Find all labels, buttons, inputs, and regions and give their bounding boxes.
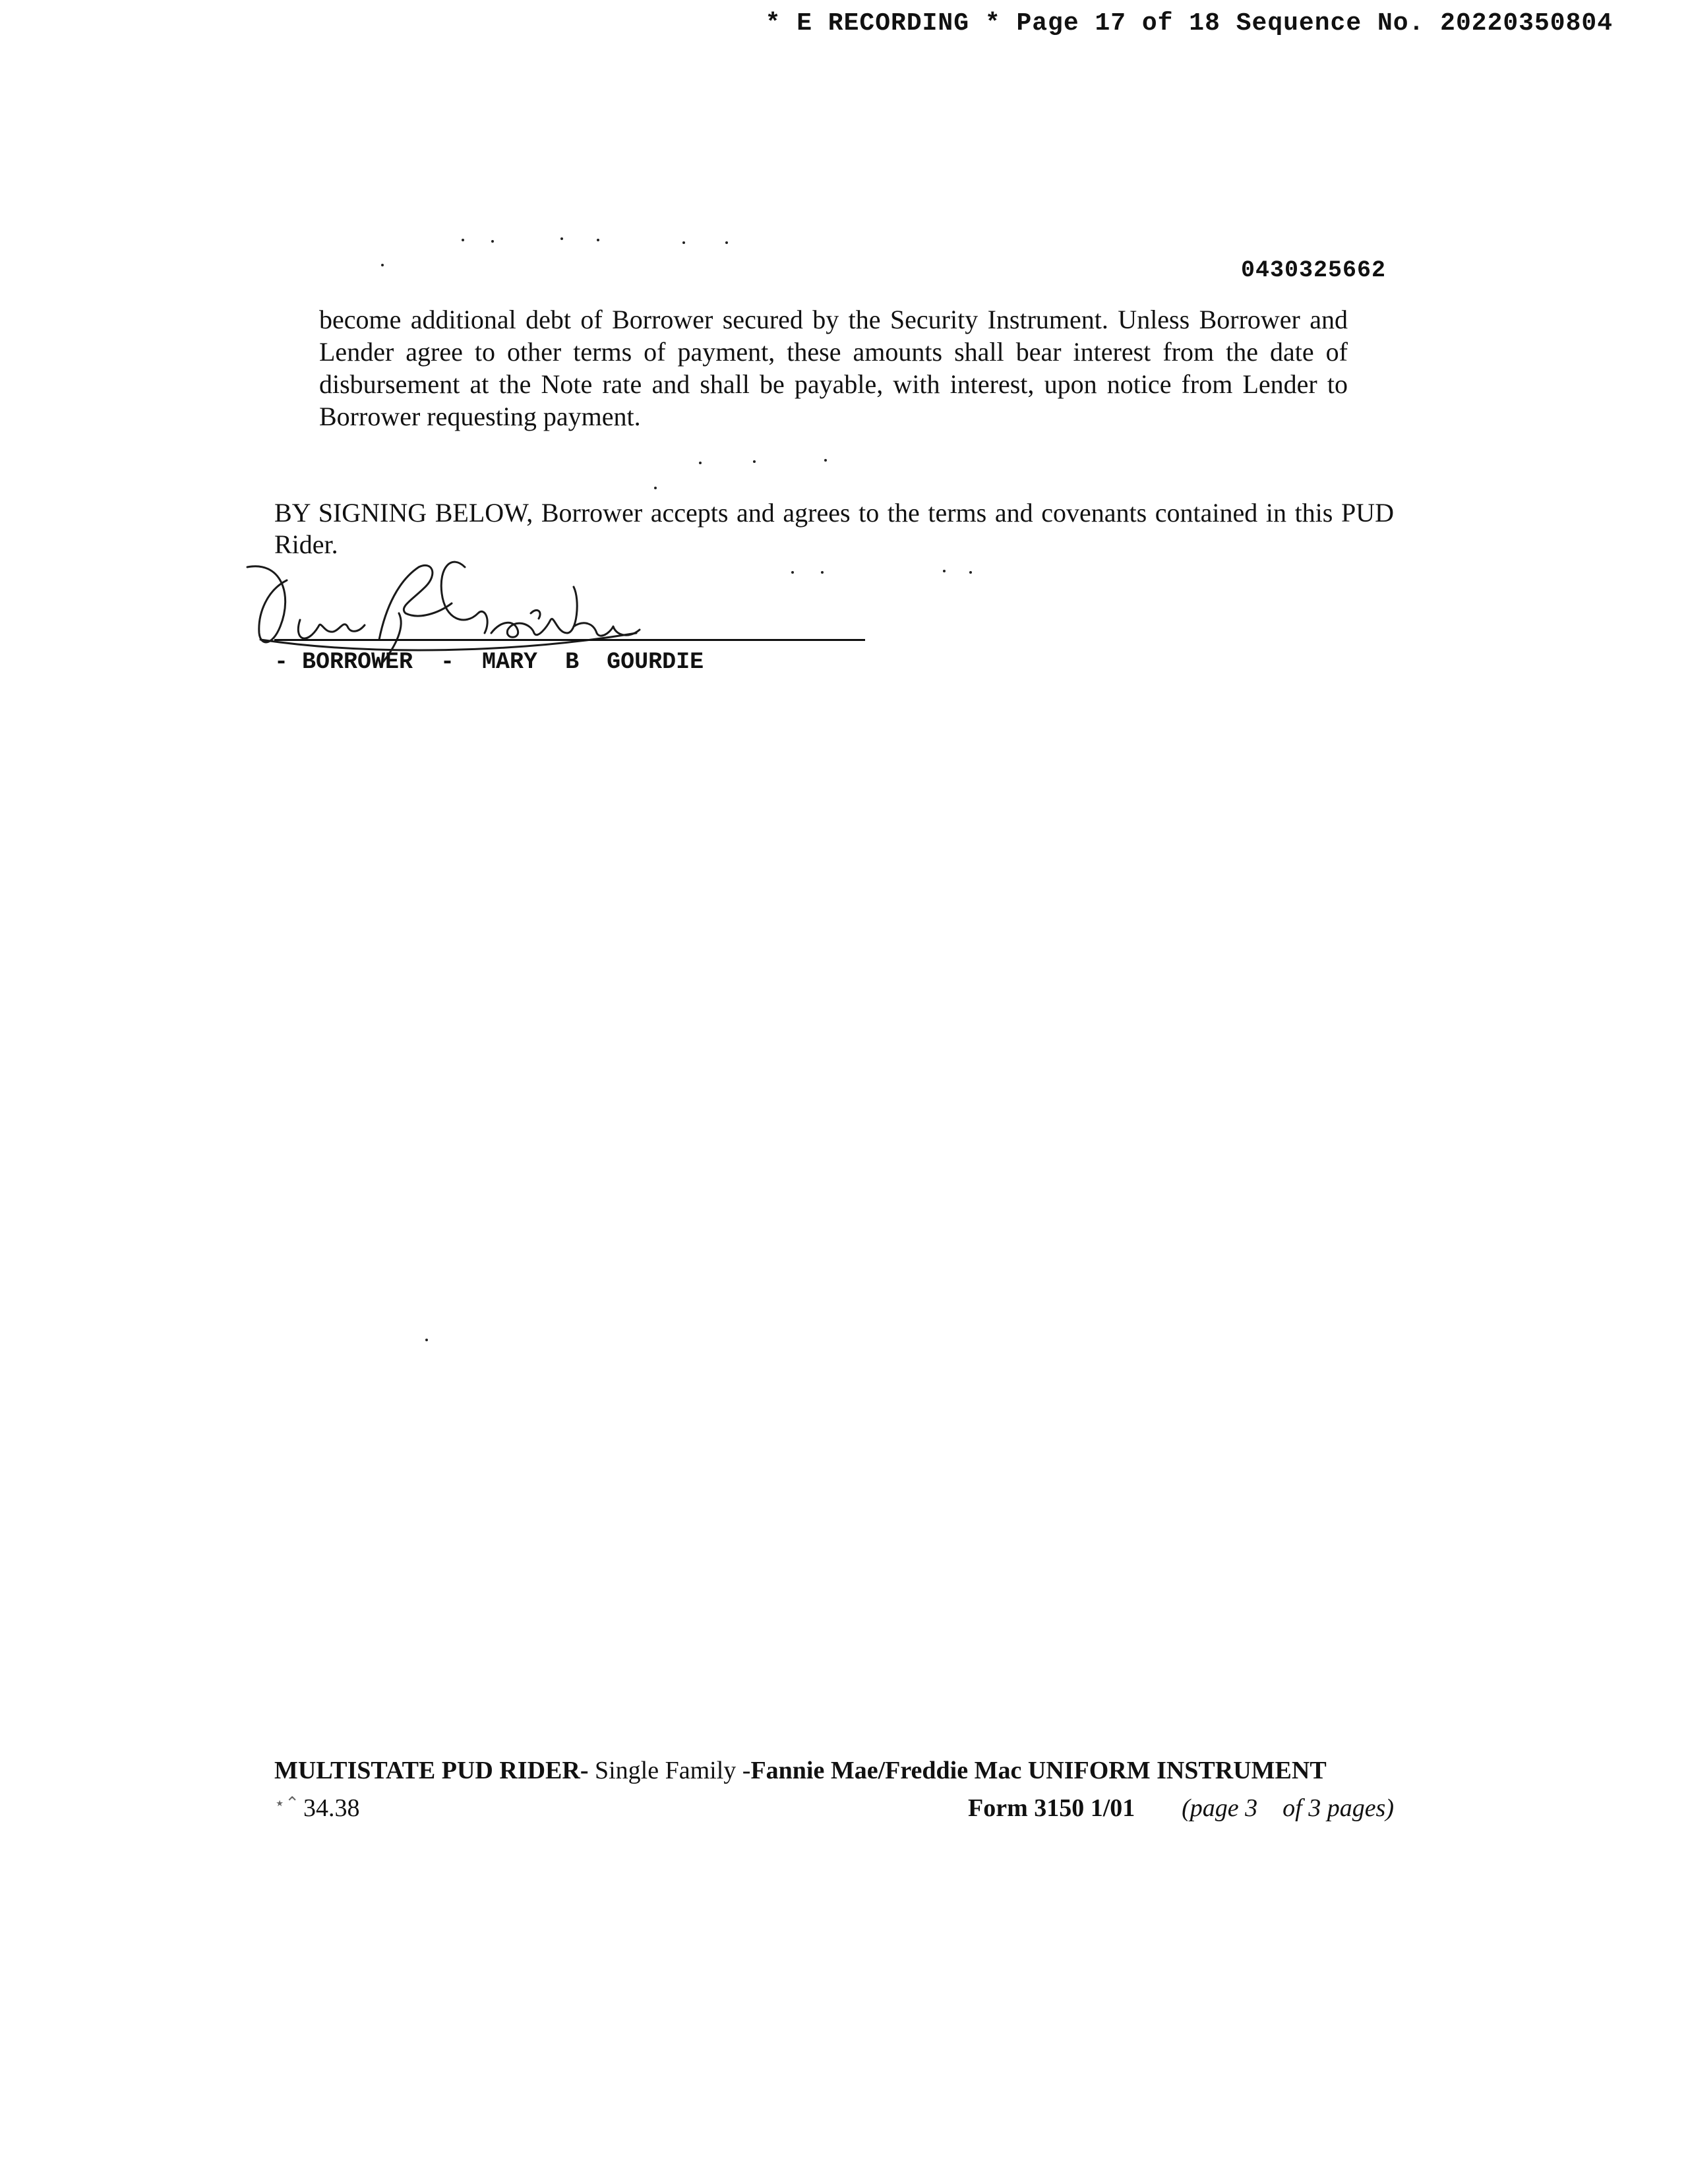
scan-speck xyxy=(824,459,827,462)
scan-speck xyxy=(791,571,794,574)
scan-speck xyxy=(425,1339,428,1341)
page-info: (page 3 of 3 pages) xyxy=(1182,1794,1394,1822)
recording-header: * E RECORDING * Page 17 of 18 Sequence No. 20220350804 xyxy=(765,9,1613,38)
form-code-number: 34.38 xyxy=(303,1794,360,1822)
scan-speck xyxy=(597,239,599,241)
form-title-part-2: Single Family - xyxy=(588,1757,751,1784)
scan-speck xyxy=(560,237,563,240)
signature-caption: - BORROWER - MARY B GOURDIE xyxy=(274,649,704,675)
scan-speck xyxy=(753,460,756,463)
scan-speck xyxy=(943,570,946,572)
scan-speck xyxy=(682,241,685,244)
scan-speck xyxy=(462,239,464,241)
signature-line xyxy=(274,639,865,641)
scan-speck xyxy=(654,487,657,489)
continued-paragraph: become additional debt of Borrower secured by the Security Instrument. Unless Borrower and Lender agree to other terms of payment, these amounts shall bear interest from the date of disbursement at the Note rate and shall be payable, with interest, upon notice from Lender to Borrower requesting payment. xyxy=(319,305,1348,431)
form-id: Form 3150 1/01 xyxy=(968,1794,1135,1822)
form-title xyxy=(274,1756,1327,1785)
scan-speck xyxy=(491,240,494,243)
form-code xyxy=(274,1794,360,1823)
scan-speck xyxy=(381,264,384,266)
loan-number: 0430325662 xyxy=(1240,257,1386,284)
scan-speck xyxy=(725,241,728,244)
form-title-part-3: Fannie Mae/Freddie Mac UNIFORM INSTRUMENT xyxy=(750,1757,1327,1784)
form-footer xyxy=(274,1794,1394,1827)
scan-speck xyxy=(699,462,702,464)
scan-speck xyxy=(969,571,972,574)
printer-mark-icon: ⋆⌃ xyxy=(274,1794,300,1813)
form-title-part-1: MULTISTATE PUD RIDER- xyxy=(274,1757,589,1784)
signing-statement: BY SIGNING BELOW, Borrower accepts and agrees to the terms and covenants contained in this PUD Rider. xyxy=(274,498,1394,559)
scan-speck xyxy=(821,571,824,574)
